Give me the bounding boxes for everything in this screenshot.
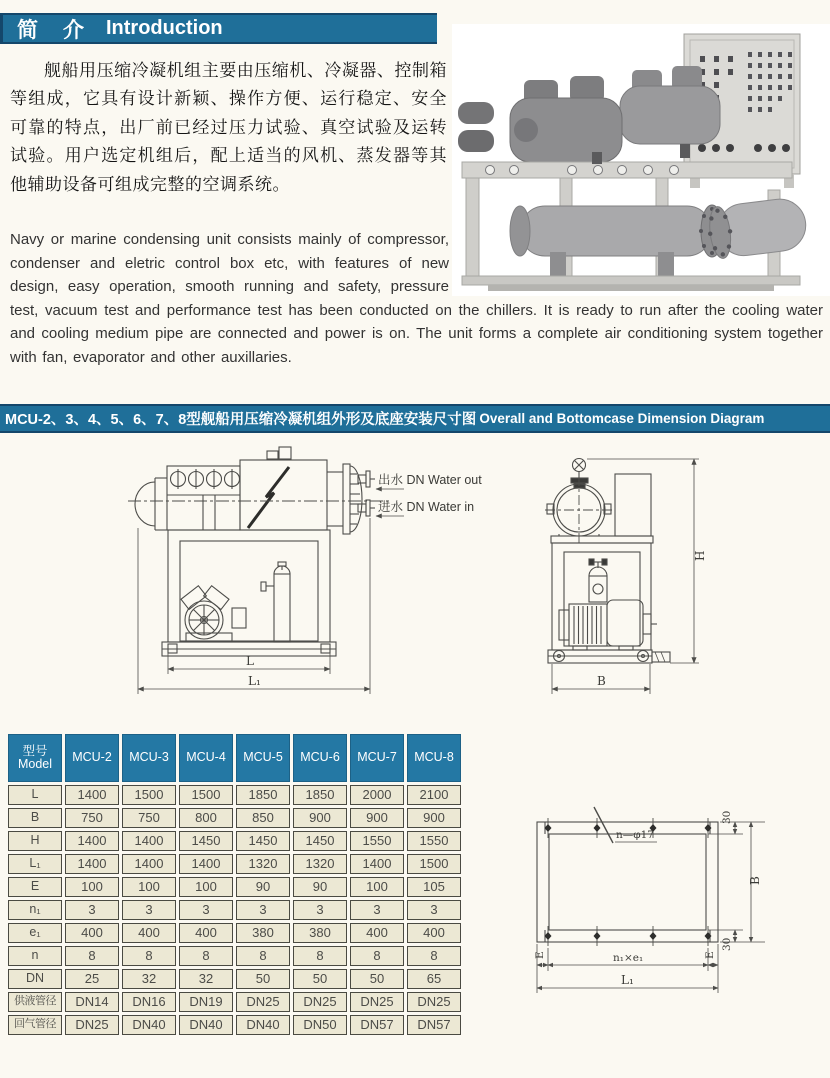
- spec-cell: 50: [236, 969, 290, 989]
- spec-cell: DN25: [350, 992, 404, 1012]
- spec-cell: 90: [236, 877, 290, 897]
- spec-cell: 1400: [65, 831, 119, 851]
- spec-cell: DN50: [293, 1015, 347, 1035]
- spec-cell: 8: [293, 946, 347, 966]
- spec-cell: 8: [65, 946, 119, 966]
- spec-cell: 400: [65, 923, 119, 943]
- front-view-drawing: [98, 438, 508, 722]
- photo-wrap-spacer: [449, 228, 823, 296]
- spec-cell: 50: [293, 969, 347, 989]
- spec-cell: 8: [407, 946, 461, 966]
- spec-row-label: B: [8, 808, 62, 828]
- dim-label-width: B: [597, 674, 606, 688]
- model-corner-en: Model: [17, 757, 53, 771]
- dim-label-rail-bottom: 30: [721, 937, 733, 951]
- intro-title-en: Introduction: [106, 17, 223, 39]
- model-header: MCU-8: [407, 734, 461, 782]
- spec-cell: DN19: [179, 992, 233, 1012]
- spec-row: [8, 831, 461, 851]
- spec-cell: 900: [350, 808, 404, 828]
- spec-cell: 100: [65, 877, 119, 897]
- spec-row-label: n: [8, 946, 62, 966]
- spec-cell: DN57: [350, 1015, 404, 1035]
- spec-cell: 400: [350, 923, 404, 943]
- spec-cell: 1400: [179, 854, 233, 874]
- spec-cell: 1400: [65, 785, 119, 805]
- spec-cell: 1850: [293, 785, 347, 805]
- bottomcase-drawing: [503, 793, 830, 1020]
- spec-cell: 100: [122, 877, 176, 897]
- spec-cell: 750: [65, 808, 119, 828]
- spec-cell: 8: [350, 946, 404, 966]
- intro-paragraph-en-text: Navy or marine condensing unit consists mainly of compressor, condenser and eletric control box etc, with features of new design, easy operation, smooth running and safety, pressure test, vacuum test and performance test has been conducted on the chillers. It is ready to run after the cooling water and cooling medium pipe are connected and power is on. The unit forms a complete air conditioning system together with fan, evaporator and other auxillaries.: [10, 231, 823, 366]
- spec-cell: 8: [236, 946, 290, 966]
- section-title-zh: MCU-2、3、4、5、6、7、8型舰船用压缩冷凝机组外形及底座安装尺寸图: [5, 412, 477, 428]
- spec-row-label: L: [8, 785, 62, 805]
- spec-cell: 3: [407, 900, 461, 920]
- model-corner-zh: 型号: [22, 743, 48, 758]
- spec-cell: 900: [407, 808, 461, 828]
- spec-row: [8, 992, 461, 1012]
- spec-cell: 400: [122, 923, 176, 943]
- spec-cell: 1550: [350, 831, 404, 851]
- dim-label-e-left: E: [534, 951, 546, 959]
- model-header: MCU-5: [236, 734, 290, 782]
- spec-cell: 3: [293, 900, 347, 920]
- spec-cell: 8: [179, 946, 233, 966]
- side-view-drawing: [503, 438, 830, 722]
- spec-row: [8, 969, 461, 989]
- spec-cell: 1450: [293, 831, 347, 851]
- spec-cell: 90: [293, 877, 347, 897]
- spec-cell: DN14: [65, 992, 119, 1012]
- spec-cell: 2000: [350, 785, 404, 805]
- spec-cell: 1850: [236, 785, 290, 805]
- water-out-label: 出水 DN Water out: [378, 473, 482, 487]
- spec-cell: 3: [236, 900, 290, 920]
- model-header: MCU-2: [65, 734, 119, 782]
- spec-cell: 400: [407, 923, 461, 943]
- spec-cell: DN25: [293, 992, 347, 1012]
- spec-row: [8, 946, 461, 966]
- dim-label-frame-length: L: [246, 654, 254, 668]
- spec-cell: 1400: [122, 831, 176, 851]
- spec-row-label: e₁: [8, 923, 62, 943]
- spec-cell: 65: [407, 969, 461, 989]
- spec-cell: DN57: [407, 1015, 461, 1035]
- spec-cell: 800: [179, 808, 233, 828]
- spec-cell: 380: [236, 923, 290, 943]
- spec-cell: DN40: [179, 1015, 233, 1035]
- hole-callout-label: n—φ17: [616, 829, 654, 841]
- spec-cell: 850: [236, 808, 290, 828]
- spec-row: [8, 923, 461, 943]
- spec-cell: 380: [293, 923, 347, 943]
- spec-cell: 25: [65, 969, 119, 989]
- dim-label-overall-length: L₁: [248, 674, 261, 688]
- spec-row-label: 回气管径: [8, 1015, 62, 1035]
- spec-cell: 100: [350, 877, 404, 897]
- spec-cell: 750: [122, 808, 176, 828]
- spec-cell: DN25: [65, 1015, 119, 1035]
- intro-paragraph-zh: 舰船用压缩冷凝机组主要由压缩机、冷凝器、控制箱等组成，它具有设计新颖、操作方便、运行稳定、安全可靠的特点，出厂前已经过压力试验、真空试验及运转试验。用户选定机组后，配上适当的风机、蒸发器等其他辅助设备可组成完整的空调系统。: [10, 61, 447, 194]
- intro-title-zh: 简 介: [17, 18, 86, 42]
- section-title-en: Overall and Bottomcase Dimension Diagram: [479, 411, 765, 426]
- spec-cell: 1400: [65, 854, 119, 874]
- spec-cell: DN40: [236, 1015, 290, 1035]
- dim-label-e-right: E: [704, 951, 716, 959]
- dim-label-rail-top: 30: [721, 810, 733, 824]
- spec-cell: DN25: [407, 992, 461, 1012]
- spec-cell: 32: [179, 969, 233, 989]
- spec-cell: DN16: [122, 992, 176, 1012]
- dim-label-base-width: B: [748, 876, 762, 885]
- model-header: MCU-4: [179, 734, 233, 782]
- dim-label-hole-pitch: n₁×e₁: [613, 952, 644, 964]
- spec-cell: 1500: [122, 785, 176, 805]
- spec-cell: 1450: [179, 831, 233, 851]
- spec-cell: 900: [293, 808, 347, 828]
- dimension-section-banner: [0, 404, 830, 433]
- model-header: MCU-7: [350, 734, 404, 782]
- dim-label-base-length: L₁: [621, 973, 634, 987]
- spec-cell: 2100: [407, 785, 461, 805]
- spec-row: [8, 1015, 461, 1035]
- spec-row: [8, 808, 461, 828]
- spec-cell: 32: [122, 969, 176, 989]
- spec-cell: 8: [122, 946, 176, 966]
- spec-cell: 1400: [350, 854, 404, 874]
- spec-row-label: L₁: [8, 854, 62, 874]
- spec-cell: 1320: [236, 854, 290, 874]
- spec-row-label: 供液管径: [8, 992, 62, 1012]
- spec-row: [8, 877, 461, 897]
- spec-cell: 3: [350, 900, 404, 920]
- spec-cell: DN25: [236, 992, 290, 1012]
- spec-cell: 400: [179, 923, 233, 943]
- spec-cell: 50: [350, 969, 404, 989]
- model-corner-header: [8, 734, 62, 782]
- spec-row-label: n₁: [8, 900, 62, 920]
- spec-table: [5, 731, 464, 1038]
- intro-paragraph-en: [10, 228, 823, 370]
- spec-cell: 3: [179, 900, 233, 920]
- intro-banner: [0, 13, 437, 44]
- spec-row-label: E: [8, 877, 62, 897]
- water-in-label: 进水 DN Water in: [378, 500, 475, 514]
- spec-row: [8, 785, 461, 805]
- spec-table-header-row: [8, 734, 461, 782]
- spec-cell: 1550: [407, 831, 461, 851]
- spec-cell: 3: [65, 900, 119, 920]
- model-header: MCU-3: [122, 734, 176, 782]
- spec-cell: 1500: [407, 854, 461, 874]
- spec-row: [8, 900, 461, 920]
- spec-row: [8, 854, 461, 874]
- spec-row-label: H: [8, 831, 62, 851]
- model-header: MCU-6: [293, 734, 347, 782]
- spec-row-label: DN: [8, 969, 62, 989]
- spec-cell: 1500: [179, 785, 233, 805]
- spec-cell: 1400: [122, 854, 176, 874]
- spec-cell: 105: [407, 877, 461, 897]
- dim-label-height: H: [693, 550, 707, 561]
- spec-cell: 1450: [236, 831, 290, 851]
- spec-cell: 3: [122, 900, 176, 920]
- spec-cell: 1320: [293, 854, 347, 874]
- spec-cell: DN40: [122, 1015, 176, 1035]
- spec-cell: 100: [179, 877, 233, 897]
